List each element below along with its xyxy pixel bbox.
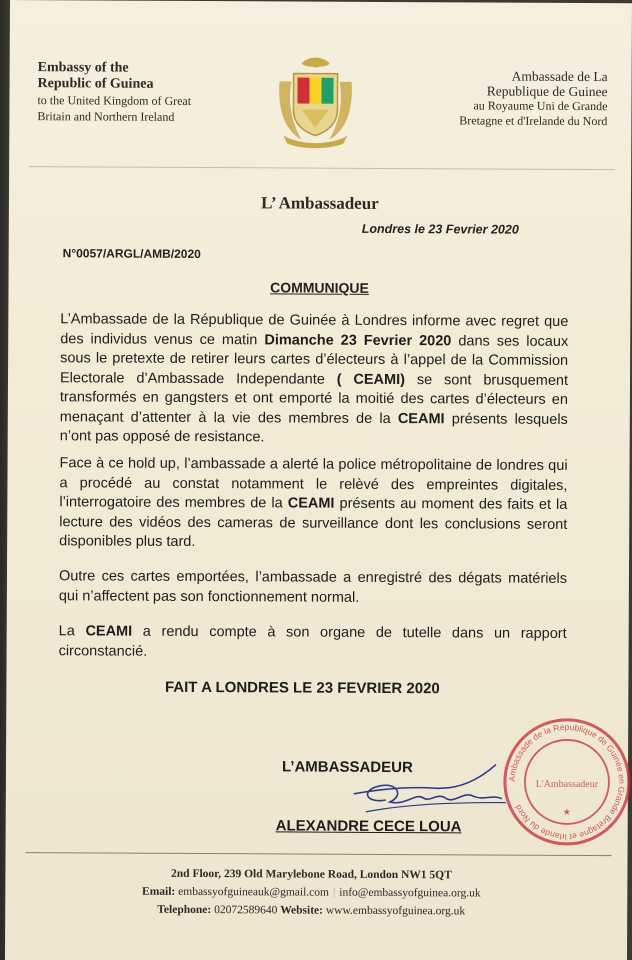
footer-website: www.embassyofguinea.org.uk [325, 904, 466, 918]
p4-ceami: CEAMI [85, 623, 133, 640]
p4-text-a: La [58, 623, 86, 640]
p2-ceami: CEAMI [287, 495, 335, 512]
stamp-ring-text: Ambassade de la République de Guinée en Grande Bretagne et Irlande du Nord [506, 721, 627, 842]
p1-date: Dimanche 23 Fevrier 2020 [264, 331, 452, 349]
footer-telephone-label: Telephone: [157, 903, 212, 917]
footer-website-label: Website: [280, 904, 324, 917]
paragraph-2 [59, 454, 568, 554]
header-en-line4: Britain and Northern Ireland [37, 109, 175, 124]
p1-ceami: ( CEAMI) [336, 371, 406, 388]
p1-text-c: se sont brusquement transformés en gangsters et ont emporté la moitié des cartes d’électeurs en menaçant d’attenter à la vie des membres de la [59, 371, 569, 427]
footer-email-2: info@embassyofguinea.org.uk [339, 886, 481, 900]
paragraph-4 [59, 622, 567, 664]
header-en-line1: Embassy of the [37, 60, 129, 76]
footer-address: 2nd Floor, 239 Old Marylebone Road, London NW1 5QT [171, 867, 452, 882]
paragraph-1 [60, 310, 569, 449]
signatory-name: ALEXANDRE CECE LOUA [275, 817, 462, 836]
header-en-line2: Republic of Guinea [37, 76, 154, 92]
p1-text-a: L’Ambassade de la République de Guinée à Londres informe avec regret que des individus venus ce matin [60, 311, 569, 348]
fait-a-londres: FAIT A LONDRES LE 23 FEVRIER 2020 [164, 678, 440, 698]
header-fr-line2: Republique de Guinee [486, 83, 608, 100]
letter-footer: 2nd Floor, 239 Old Marylebone Road, London NW1 5QT Email: embassyofguineauk@gmail.com | info@embassyofguinea.org.uk Telephone: 02072589640 Website: www.embassyofguinea.org.uk [142, 867, 481, 918]
header-english [37, 60, 257, 125]
header-en-line3: to the United Kingdom of Great [37, 93, 192, 108]
signature-title: L’AMBASSADEUR [281, 758, 413, 777]
header-fr-line4: Bretagne et d'Irelande du Nord [459, 113, 608, 129]
letter-title: L’ Ambassadeur [261, 193, 379, 213]
reference-number: N°0057/ARGL/AMB/2020 [62, 246, 201, 262]
dateline: Londres le 23 Fevrier 2020 [361, 221, 519, 237]
p2-text-b: présents au moment des faits et la lecture des vidéos des cameras de surveillance dont les conclusions seront disponibles plus tard. [59, 495, 568, 550]
footer-email-1: embassyofguineauk@gmail.com [178, 885, 329, 899]
paragraph-3: Outre ces cartes emportées, l’ambassade a enregistré des dégats matériels qui n’affectent pas son fonctionnement normal. [58, 568, 568, 606]
coat-of-arms-emblem-icon [271, 51, 360, 151]
footer-email-label: Email: [142, 885, 176, 898]
header-fr-line1: Ambassade de La [511, 68, 608, 85]
p4-text-b: a rendu compte à son organe de tutelle dans un rapport circonstancié. [58, 623, 567, 660]
official-stamp [500, 715, 632, 850]
handwritten-signature [346, 742, 516, 828]
footer-divider [26, 852, 612, 856]
p1-text-b: dans ses locaux sous le pretexte de retirer leurs cartes d’électeurs à l’appel de la Commission Electorale d’Ambassade Independante [59, 332, 569, 388]
communique-heading: COMMUNIQUE [270, 279, 369, 296]
header-french [377, 68, 607, 129]
stamp-center-text: L'Ambassadeur [535, 778, 599, 791]
letter-page [5, 0, 632, 960]
header-fr-line3: au Royaume Uni de Grande [473, 98, 608, 114]
svg-text:★: ★ [562, 806, 571, 817]
p2-text-a: Face à ce hold up, l’ambassade a alerté la police métropolitaine de londres qui a procédé au constat notamment le relèvé des empreintes digitales, l’interrogatoire des membres de la [59, 455, 568, 512]
header-divider [29, 166, 615, 170]
p1-text-d: présents lesquels n’ont pas opposé de resistance. [59, 410, 568, 446]
p1-ceami-2: CEAMI [397, 410, 445, 427]
footer-telephone: 02072589640 [214, 904, 278, 917]
